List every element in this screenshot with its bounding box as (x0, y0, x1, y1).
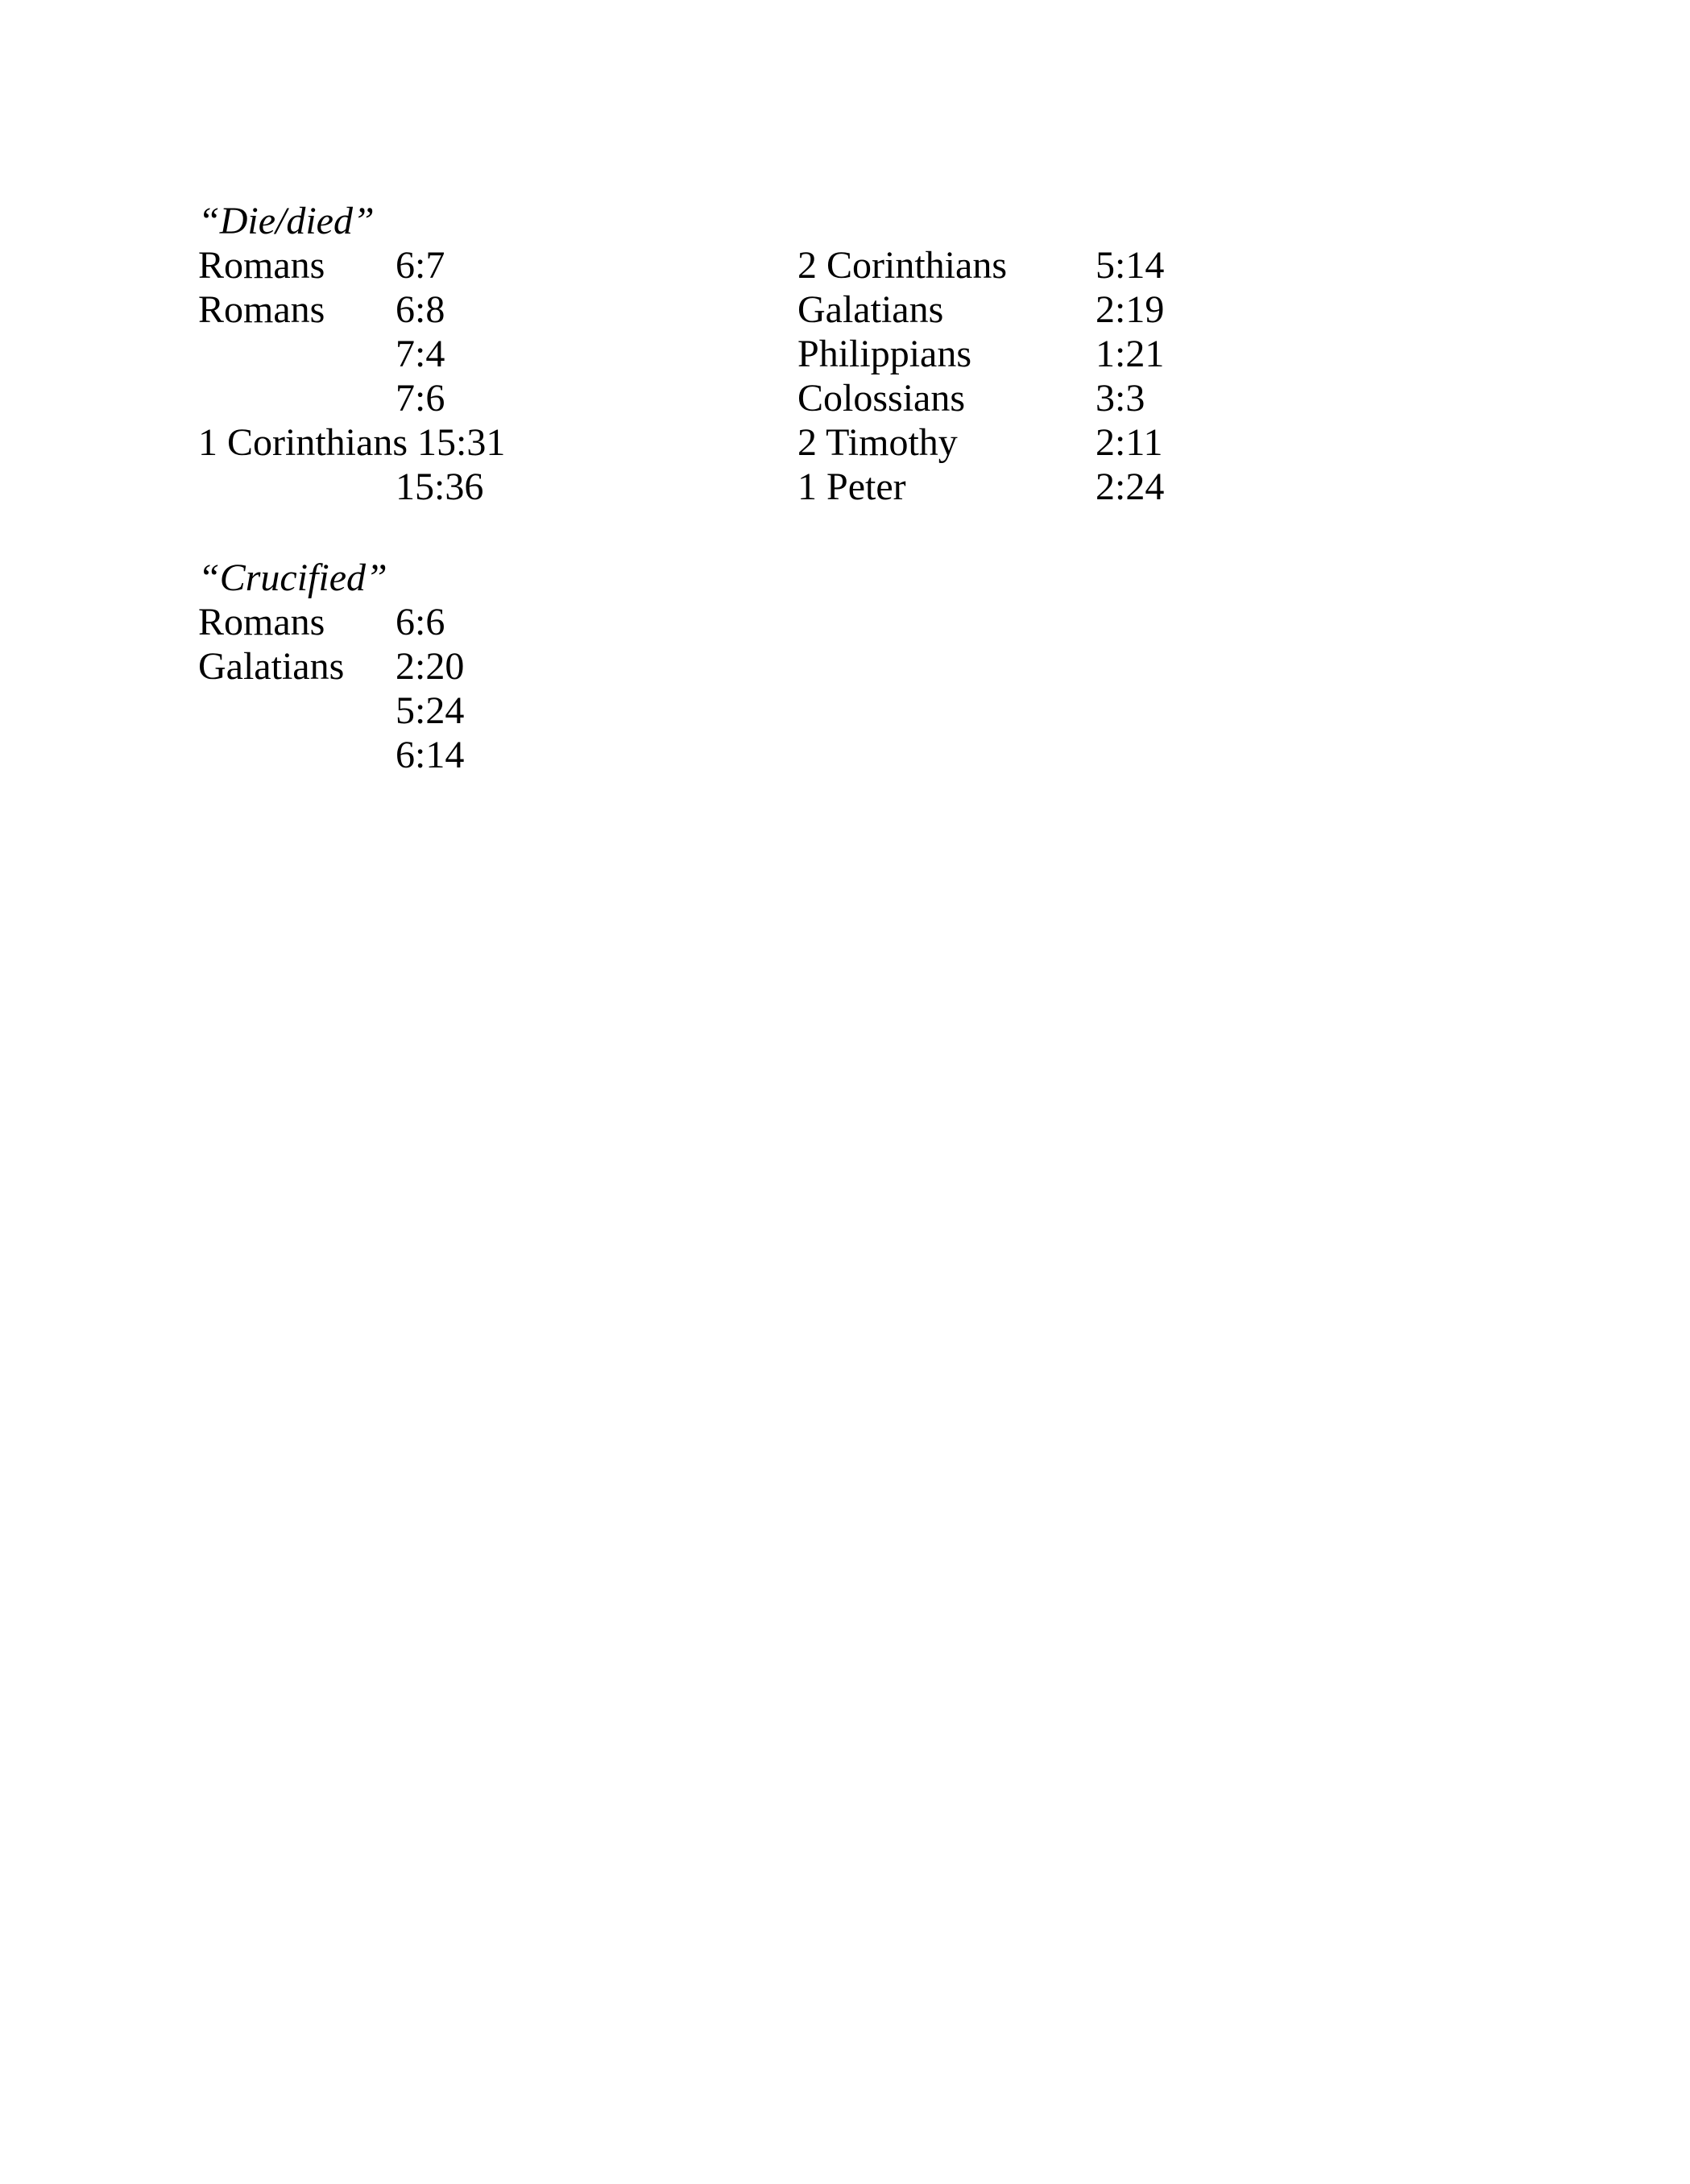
reference-row (198, 689, 649, 733)
died-section-heading: “Die/died” (198, 200, 375, 242)
book-name: 2 Timothy (797, 421, 958, 464)
book-name: Colossians (797, 377, 966, 420)
verse-reference: 7:4 (396, 333, 445, 375)
verse-reference: 2:20 (396, 645, 465, 688)
book-name: 1 Peter (797, 465, 906, 508)
book-name: Galatians (198, 645, 345, 688)
reference-row (797, 332, 1281, 376)
reference-row (797, 420, 1281, 465)
died-reference-list-right (797, 243, 1281, 509)
book-name: 2 Corinthians (797, 244, 1007, 287)
reference-row (797, 287, 1281, 332)
book-name: Philippians (797, 333, 972, 375)
reference-row (198, 243, 649, 287)
reference-row (198, 420, 649, 465)
reference-row (198, 287, 649, 332)
book-name: Romans (198, 244, 325, 287)
book-name: 1 Corinthians 15:31 (198, 421, 506, 464)
verse-reference: 2:19 (1096, 288, 1165, 331)
reference-row (198, 376, 649, 420)
reference-row (198, 332, 649, 376)
crucified-section-heading: “Crucified” (198, 556, 387, 599)
verse-reference: 5:14 (1096, 244, 1165, 287)
verse-reference: 15:36 (396, 465, 484, 508)
verse-reference: 6:7 (396, 244, 445, 287)
verse-reference: 2:11 (1096, 421, 1163, 464)
reference-row (797, 465, 1281, 509)
crucified-reference-list (198, 600, 649, 777)
book-name: Romans (198, 601, 325, 643)
book-name: Romans (198, 288, 325, 331)
reference-row (198, 733, 649, 777)
verse-reference: 6:8 (396, 288, 445, 331)
reference-row (198, 600, 649, 644)
verse-reference: 6:6 (396, 601, 445, 643)
verse-reference: 1:21 (1096, 333, 1165, 375)
verse-reference: 3:3 (1096, 377, 1145, 420)
reference-row (797, 376, 1281, 420)
reference-row (198, 465, 649, 509)
book-name: Galatians (797, 288, 944, 331)
reference-row (198, 644, 649, 689)
verse-reference: 7:6 (396, 377, 445, 420)
reference-row (797, 243, 1281, 287)
died-reference-list-left (198, 243, 649, 509)
verse-reference: 5:24 (396, 689, 465, 732)
verse-reference: 2:24 (1096, 465, 1165, 508)
verse-reference: 6:14 (396, 734, 465, 776)
